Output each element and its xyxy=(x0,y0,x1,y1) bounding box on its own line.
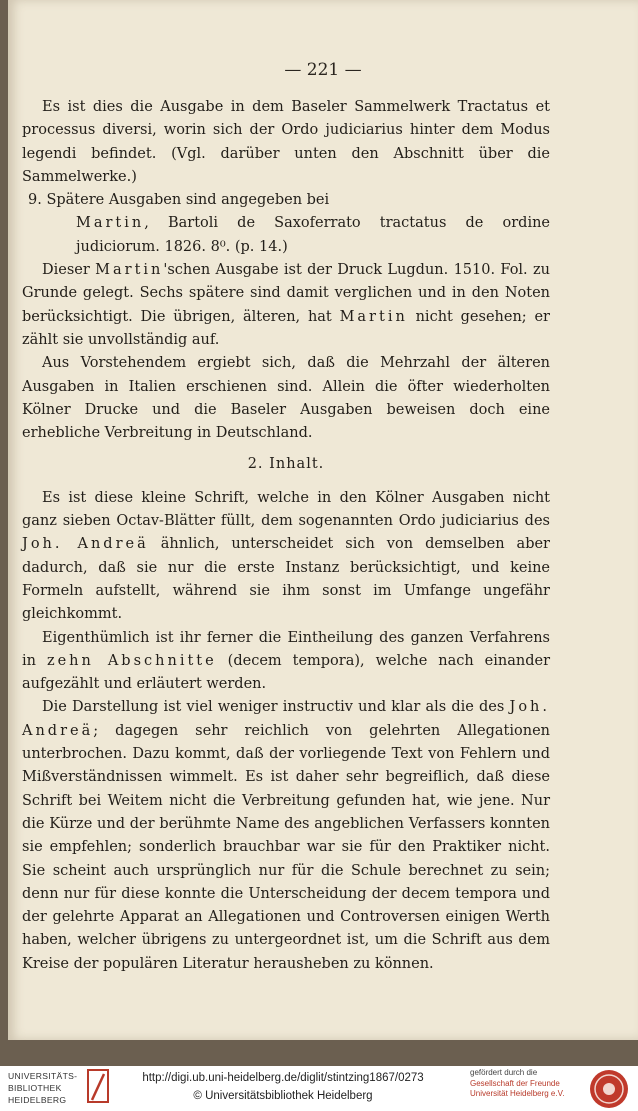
page-number: — 221 — xyxy=(284,60,362,80)
paragraph-3: Aus Vorstehendem ergiebt sich, daß die Mehrzahl der älteren Ausgaben in Italien erschienen sind. Allein die öfter wiederholten Kölner Drucke und die Baseler Ausgaben beweisen doch eine erhebliche Verbreitung in Deutschland. xyxy=(22,355,550,442)
spaced-phrase: zehn Abschnitte xyxy=(46,652,217,669)
author-name: Martin xyxy=(76,215,145,232)
section-heading: 2. Inhalt. xyxy=(247,456,325,473)
book-page xyxy=(8,0,638,1040)
library-line-2: BIBLIOTHEK xyxy=(8,1083,62,1093)
paragraph-2-start: Dieser xyxy=(42,262,96,279)
paragraph-5 xyxy=(22,627,550,697)
paragraph-2-end: nicht gesehen; er zählt sie unvollständig auf. xyxy=(22,308,550,348)
university-seal-icon xyxy=(588,1068,630,1110)
paragraph-5-end: (decem tempora), welche nach einander aufgezählt und erläutert werden. xyxy=(22,652,550,693)
paragraph-6 xyxy=(22,696,550,976)
sponsor-line-1: gefördert durch die xyxy=(470,1068,538,1077)
author-name-3: Martin xyxy=(339,308,408,325)
citation-rest: , Bartoli de Saxoferrato tractatus de ordine judiciorum. 1826. 8⁰. (p. 14.) xyxy=(76,215,550,255)
sponsor-line-2: Gesellschaft der Freunde xyxy=(470,1078,560,1088)
paragraph-6-start: Die Darstellung ist viel weniger instructiv und klar als die des xyxy=(42,699,510,716)
library-logo-icon xyxy=(86,1068,110,1104)
library-line-1: UNIVERSITÄTS- xyxy=(8,1071,78,1081)
author-name-2: Martin xyxy=(95,262,164,279)
library-logo-text xyxy=(8,1070,88,1106)
paragraph-4 xyxy=(22,487,550,627)
sponsor-line-3: Universität Heidelberg e.V. xyxy=(470,1089,565,1098)
library-line-3: HEIDELBERG xyxy=(8,1095,67,1105)
paragraph-1: Es ist dies die Ausgabe in dem Baseler Sammelwerk Tractatus et processus diversi, worin sich der Ordo judiciarius hinter dem Modus legendi befindet. (Vgl. darüber unten den Abschnitt über die Sammelwerke.) xyxy=(22,99,550,185)
author-name-5: Joh. Andreä xyxy=(22,699,550,739)
page-body xyxy=(22,96,550,976)
paragraph-4-end: ähnlich, unterscheidet sich von demselben aber dadurch, daß sie nur die erste Instanz berücksichtigt, und keine Formeln aufstellt, während sie ihm sonst im Umfange ungefähr gleichkommt. xyxy=(22,536,550,623)
paragraph-6-end: ; dagegen sehr reichlich von gelehrten Allegationen unterbrochen. Dazu kommt, daß der vorliegende Text von Fehlern und Mißverständnissen wimmelt. Es ist daher sehr begreiflich, daß diese Schrift bei Weitem nicht die Verbreitung gefunden hat, wie jene. Nur die Kürze und der berühmte Name des angeblichen Verfassers konnten sie empfehlen; sonderlich brauchbar war sie für den Praktiker nicht. Sie scheint auch ursprünglich nur für die Schule berechnet zu sein; denn nur für diese konnte die Unterscheidung der decem tempora und der gelehrte Apparat an Allegationen und Controversen einigen Werth haben, welcher übrigens zu untergeordnet ist, um die Schrift aus dem Kreise der populären Literatur herausheben zu können. xyxy=(22,722,550,972)
permalink-url[interactable]: http://digi.ub.uni-heidelberg.de/diglit/stintzing1867/0273 xyxy=(142,1072,424,1084)
paragraph-2 xyxy=(22,259,550,352)
sponsor-notice xyxy=(470,1068,580,1100)
list-item-9: 9. Spätere Ausgaben sind angegeben bei xyxy=(28,192,330,209)
citation xyxy=(22,212,550,259)
paragraph-2-mid: 'schen Ausgabe ist der Druck Lugdun. 1510. Fol. zu Grunde gelegt. Sechs spätere sind damit verglichen und in den Noten berücksichtigt. Die übrigen, älteren, hat xyxy=(22,262,550,325)
paragraph-4-start: Es ist diese kleine Schrift, welche in den Kölner Ausgaben nicht ganz sieben Octav-Blätter füllt, dem sogenannten Ordo judiciarius des xyxy=(22,489,550,530)
viewer-footer xyxy=(0,1066,638,1111)
copyright-notice: © Universitätsbibliothek Heidelberg xyxy=(193,1090,373,1102)
author-name-4: Joh. Andreä xyxy=(22,536,149,553)
paragraph-5-start: Eigenthümlich ist ihr ferner die Eintheilung des ganzen Verfahrens in xyxy=(22,629,550,669)
